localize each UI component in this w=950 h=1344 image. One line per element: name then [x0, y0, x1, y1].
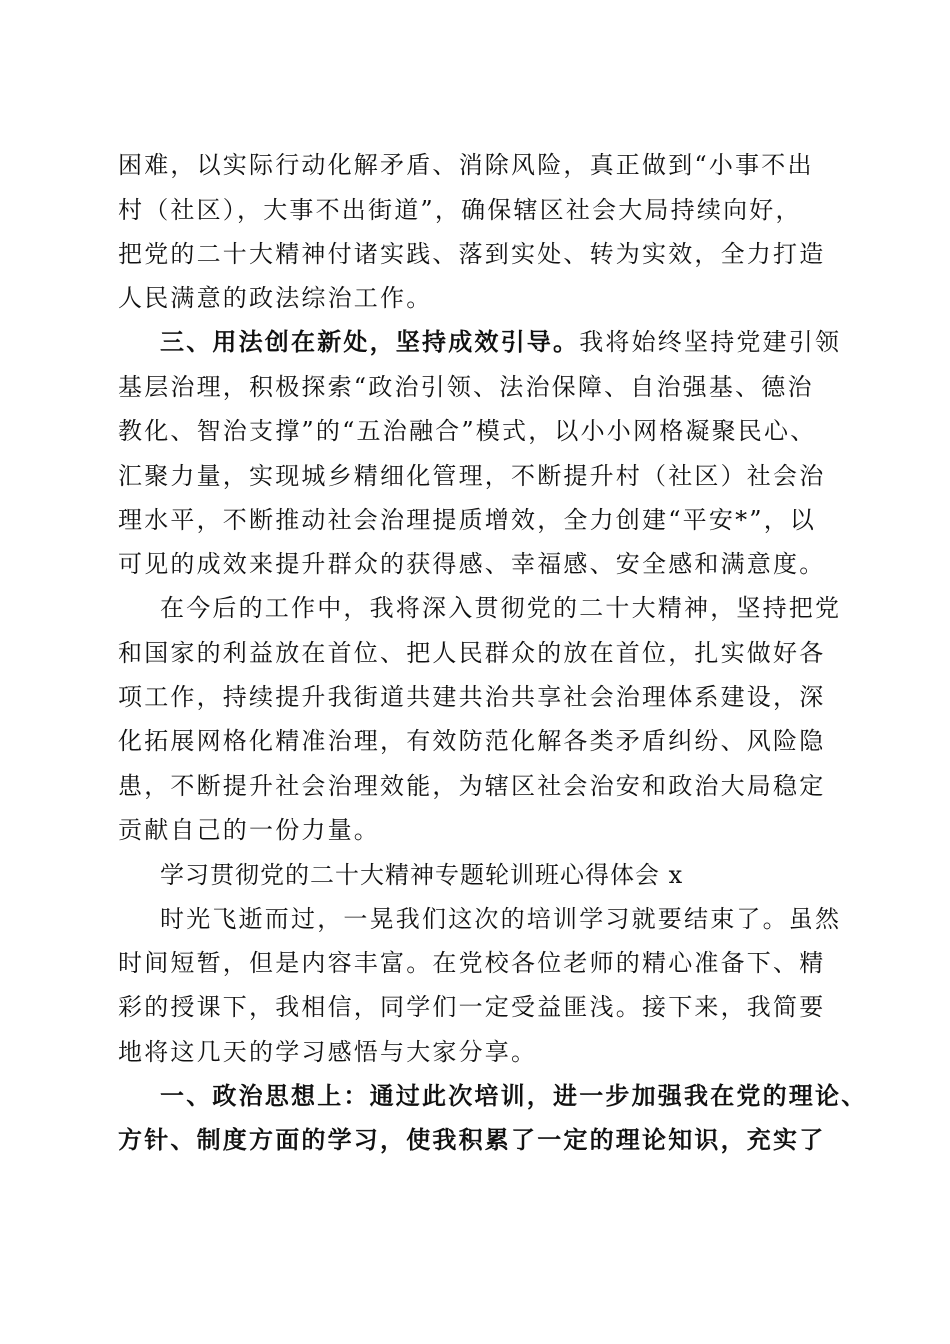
paragraph-2-line-5: 理水平，不断推动社会治理提质增效，全力创建“平安*”，以: [118, 506, 817, 534]
paragraph-2-line-2: 基层治理，积极探索“政治引领、法治保障、自治强基、德治: [118, 373, 814, 401]
paragraph-2-line-3: 教化、智治支撑”的“五治融合”模式，以小小网格凝聚民心、: [118, 417, 817, 445]
paragraph-4-line-4: 地将这几天的学习感悟与大家分享。: [118, 1038, 538, 1066]
paragraph-2-line-1: [160, 320, 880, 364]
paragraph-2-heading: 三、用法创在新处，坚持成效引导。: [160, 328, 580, 356]
paragraph-2-line-1-text: 我将始终坚持党建引领: [579, 328, 842, 356]
paragraph-2-line-6: 可见的成效来提升群众的获得感、幸福感、安全感和满意度。: [118, 550, 826, 578]
paragraph-2-line-4: 汇聚力量，实现城乡精细化管理，不断提升村（社区）社会治: [118, 462, 826, 490]
paragraph-3-line-4: 化拓展网格化精准治理，有效防范化解各类矛盾纠纷、风险隐: [118, 727, 826, 755]
paragraph-1-line-2: 村（社区），大事不出街道”，确保辖区社会大局持续向好，: [118, 196, 802, 224]
paragraph-3-line-1: 在今后的工作中，我将深入贯彻党的二十大精神，坚持把党: [160, 594, 842, 622]
paragraph-5-line-1: 一、政治思想上：通过此次培训，进一步加强我在党的理论、: [160, 1082, 868, 1110]
paragraph-5-line-2: 方针、制度方面的学习，使我积累了一定的理论知识，充实了: [118, 1126, 826, 1154]
paragraph-3-line-5: 患，不断提升社会治理效能，为辖区社会治安和政治大局稳定: [118, 772, 826, 800]
paragraph-3-line-3: 项工作，持续提升我街道共建共治共享社会治理体系建设，深: [118, 683, 826, 711]
paragraph-4-line-2: 时间短暂，但是内容丰富。在党校各位老师的精心准备下、精: [118, 949, 826, 977]
paragraph-1-line-1: 困难，以实际行动化解矛盾、消除风险，真正做到“小事不出: [118, 151, 814, 179]
paragraph-1-line-3: 把党的二十大精神付诸实践、落到实处、转为实效，全力打造: [118, 240, 826, 268]
paragraph-3-line-2: 和国家的利益放在首位、把人民群众的放在首位，扎实做好各: [118, 639, 826, 667]
section-title: 学习贯彻党的二十大精神专题轮训班心得体会 x: [160, 861, 684, 889]
paragraph-3-line-6: 贡献自己的一份力量。: [118, 816, 380, 844]
paragraph-4-line-1: 时光飞逝而过，一晃我们这次的培训学习就要结束了。虽然: [160, 905, 842, 933]
paragraph-1-line-4: 人民满意的政法综治工作。: [118, 284, 433, 312]
paragraph-4-line-3: 彩的授课下，我相信，同学们一定受益匪浅。接下来，我简要: [118, 993, 826, 1021]
